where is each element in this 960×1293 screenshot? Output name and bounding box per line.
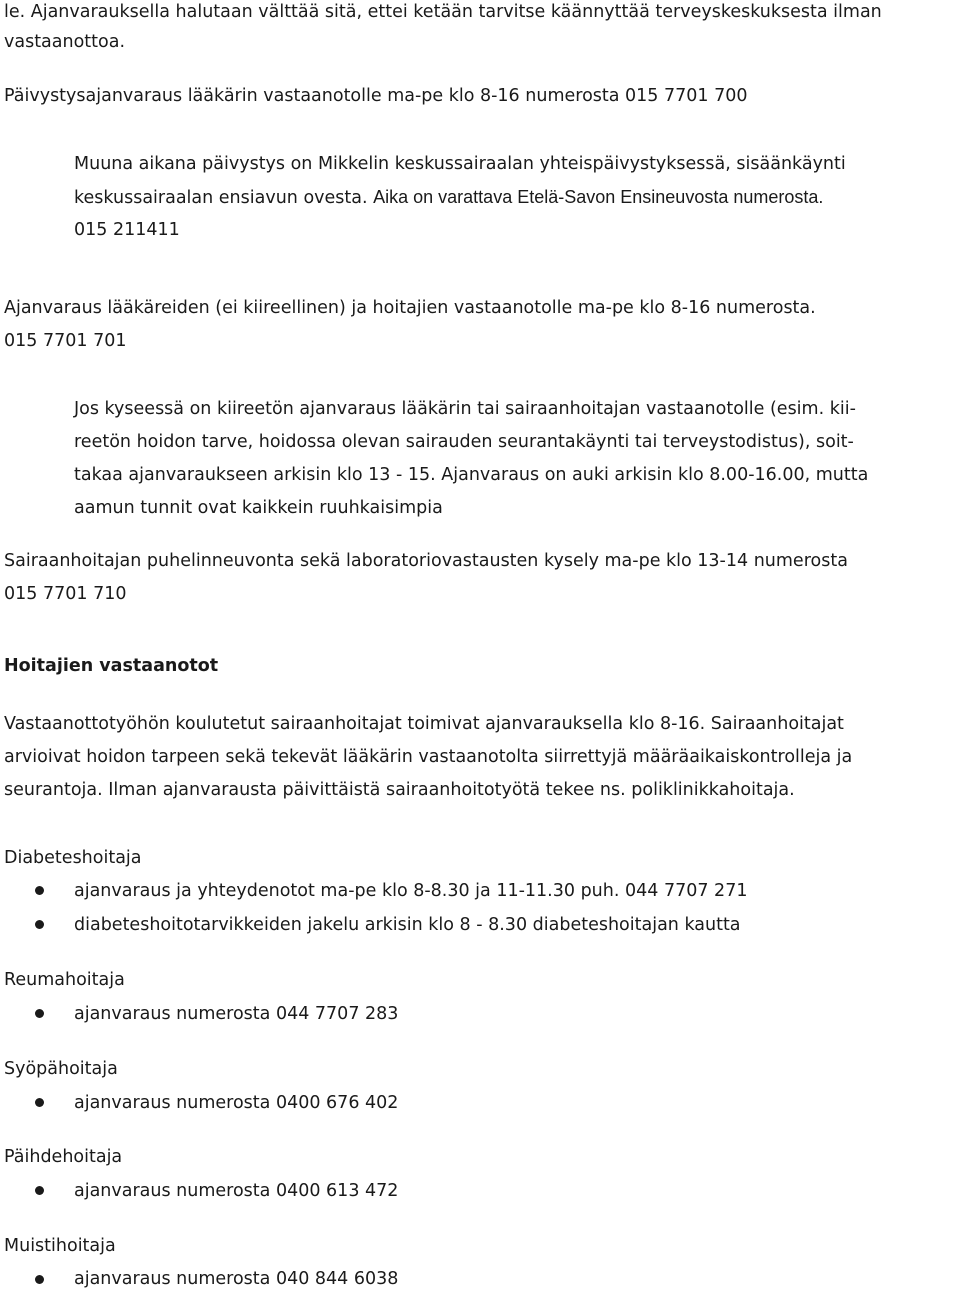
muisti-item: ajanvaraus numerosta 040 844 6038 — [74, 1269, 399, 1289]
bullet — [35, 886, 44, 895]
paivystys-number: 015 211411 — [74, 220, 180, 240]
diabetes-heading: Diabeteshoitaja — [4, 848, 142, 868]
bullet — [35, 1186, 44, 1195]
paivystys-line-2 — [74, 185, 823, 210]
paivystys-heading: Päivystysajanvaraus lääkärin vastaanotolle ma-pe klo 8-16 numerosta 015 7701 700 — [4, 86, 748, 106]
reuma-item: ajanvaraus numerosta 044 7707 283 — [74, 1004, 399, 1024]
ajanvaraus-number: 015 7701 701 — [4, 331, 127, 351]
syopa-item: ajanvaraus numerosta 0400 676 402 — [74, 1093, 399, 1113]
bullet — [35, 1009, 44, 1018]
intro-line-2: vastaanottoa. — [4, 32, 126, 52]
paihde-item: ajanvaraus numerosta 0400 613 472 — [74, 1181, 399, 1201]
diabetes-item-1: ajanvaraus ja yhteydenotot ma-pe klo 8-8.30 ja 11-11.30 puh. 044 7707 271 — [74, 881, 748, 901]
reuma-heading: Reumahoitaja — [4, 970, 125, 990]
neuvonta-line-1: Sairaanhoitajan puhelinneuvonta sekä laboratoriovastausten kysely ma-pe klo 13-14 numerosta — [4, 551, 848, 571]
diabetes-item-2: diabeteshoitotarvikkeiden jakelu arkisin klo 8 - 8.30 diabeteshoitajan kautta — [74, 915, 741, 935]
hoitajat-line-1: Vastaanottotyöhön koulutetut sairaanhoitajat toimivat ajanvarauksella klo 8-16. Sairaanhoitajat — [4, 714, 844, 734]
muisti-heading: Muistihoitaja — [4, 1236, 116, 1256]
ajanvaraus-heading: Ajanvaraus lääkäreiden (ei kiireellinen) ja hoitajien vastaanotolle ma-pe klo 8-16 numerosta. — [4, 298, 816, 318]
syopa-heading: Syöpähoitaja — [4, 1059, 118, 1079]
ajanvaraus-line-3: takaa ajanvaraukseen arkisin klo 13 - 15. Ajanvaraus on auki arkisin klo 8.00-16.00, mutta — [74, 465, 869, 485]
bullet — [35, 1275, 44, 1284]
intro-line-1: le. Ajanvarauksella halutaan välttää sitä, ettei ketään tarvitse käännyttää terveyskeskuksesta ilman — [4, 2, 882, 22]
paivystys-line-2b: Aika on varattava Etelä-Savon Ensineuvosta numerosta. — [373, 187, 824, 207]
ajanvaraus-line-1: Jos kyseessä on kiireetön ajanvaraus lääkärin tai sairaanhoitajan vastaanotolle (esim. kii- — [74, 399, 856, 419]
bullet — [35, 1098, 44, 1107]
ajanvaraus-line-4: aamun tunnit ovat kaikkein ruuhkaisimpia — [74, 498, 443, 518]
ajanvaraus-line-2: reetön hoidon tarve, hoidossa olevan sairauden seurantakäynti tai terveystodistus), soit- — [74, 432, 854, 452]
neuvonta-number: 015 7701 710 — [4, 584, 127, 604]
hoitajat-line-2: arvioivat hoidon tarpeen sekä tekevät lääkärin vastaanotolta siirrettyjä määräaikaiskontrolleja ja — [4, 747, 853, 767]
hoitajat-line-3: seurantoja. Ilman ajanvarausta päivittäistä sairaanhoitotyötä tekee ns. poliklinikkahoitaja. — [4, 780, 795, 800]
bullet — [35, 920, 44, 929]
paivystys-line-1: Muuna aikana päivystys on Mikkelin keskussairaalan yhteispäivystyksessä, sisäänkäynti — [74, 154, 846, 174]
hoitajat-heading: Hoitajien vastaanotot — [4, 656, 219, 676]
paivystys-line-2a: keskussairaalan ensiavun ovesta. — [74, 188, 368, 208]
paihde-heading: Päihdehoitaja — [4, 1147, 123, 1167]
